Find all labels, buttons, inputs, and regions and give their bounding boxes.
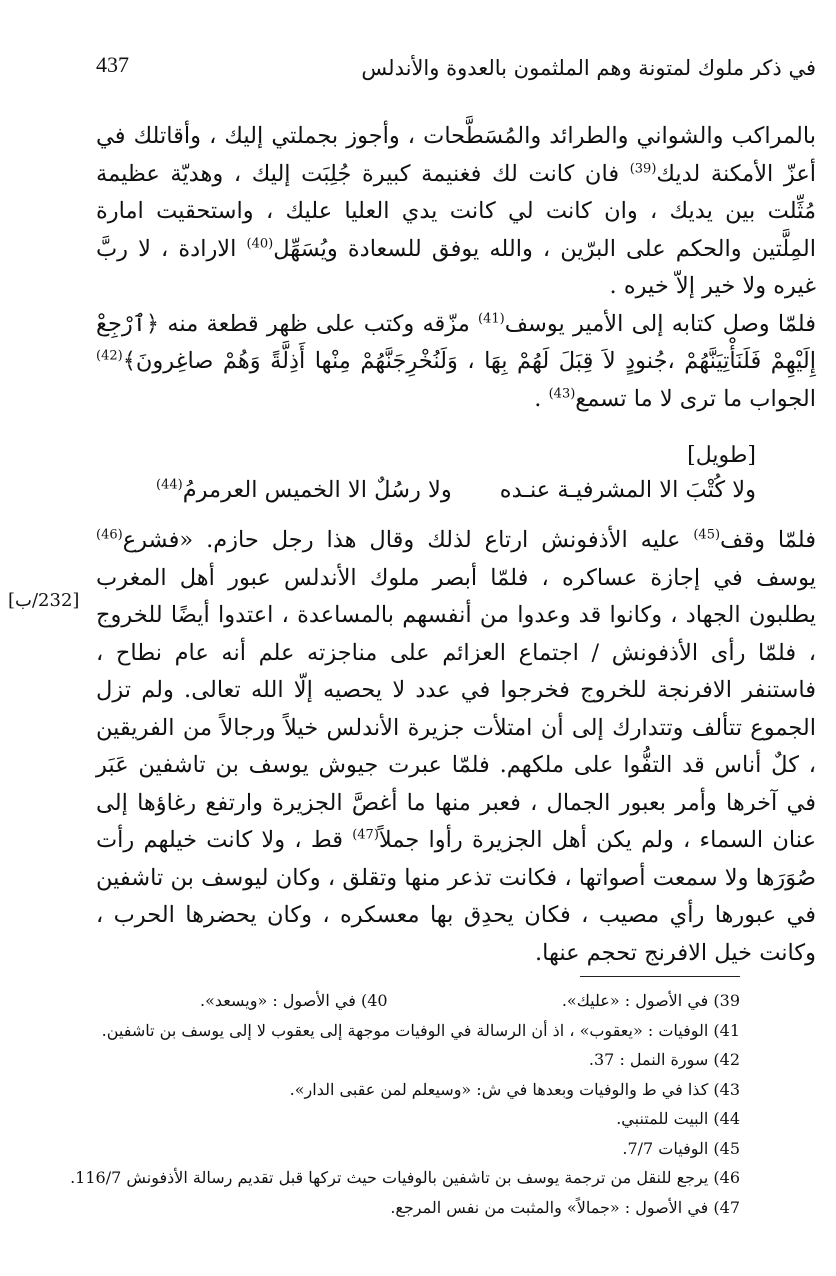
footnote-ref-41: (41) — [478, 311, 505, 326]
footnote-ref-43: (43) — [548, 386, 576, 401]
paragraph-3 — [96, 522, 816, 972]
footnote-ref-44: (44) — [156, 477, 183, 493]
footnote-45: 45) الوفيات 7/7. — [622, 1138, 740, 1158]
footnote-44: 44) البيت للمتنبي. — [616, 1109, 740, 1128]
paragraph-1-text-a: بالمراكب والشواني والطرائد والمُسَطَّحات ، وأجوز بجملتي إليك ، وأقاتلك في أعزّ الأمكنة لديك — [96, 123, 817, 187]
paragraph-3-text-a: فلمّا وقف — [720, 527, 816, 553]
footnote-ref-47: (47) — [352, 827, 379, 843]
paragraph-1-text-b: فان كانت لك فغنيمة كبيرة جُلِبَت إليك ، وهديّة عظيمة مُثِّلت بين يديك ، وان كانت لي كانت يدي العليا عليك ، واستحقيت امارة المِلَّتين والحكم على البرّين ، والله يوفق للسعادة ويُسَهِّل — [96, 160, 816, 262]
footnote-row-39-40 — [60, 986, 740, 1016]
footnote-ref-40: (40) — [246, 236, 274, 251]
page-number: 437 — [96, 52, 129, 77]
footnote-divider — [580, 976, 740, 977]
main-text — [96, 118, 816, 972]
footnote-47: 47) في الأصول : «جمالاً» والمثبت من نفس المرجع. — [390, 1197, 740, 1217]
paragraph-2-text-a: فلمّا وصل كتابه إلى الأمير يوسف — [504, 310, 816, 337]
paragraph-2-text-b: مزّقه وكتب على ظهر قطعة منه ﴿ٱرْجِعْ إِلَيْهِمْ فَلَنَأْتِيَنَّهُمْ ،جُنودٍ لاَ قِبَلَ لَهُمْ بِهَا ، وَلَنُخْرِجَنَّهُمْ مِنْها أَذِلَّةً وَهُمْ صاغِرونَ﴾ — [96, 310, 816, 374]
paragraph-1-text-c: الارادة ، لا ربَّ غيره ولا خير إلاّ خيره . — [96, 235, 816, 299]
running-title: في ذكر ملوك لمتونة وهم الملثمون بالعدوة والأندلس — [361, 56, 816, 80]
manuscript-folio-marker: [232/ب] — [8, 590, 80, 611]
paragraph-2 — [96, 306, 816, 419]
verse-hemistich-1: ولا كُتْبَ الا المشرفيـة عنـده — [499, 477, 756, 503]
verse-line — [156, 472, 756, 508]
footnotes — [60, 986, 740, 1222]
paragraph-2-text-c: الجواب ما ترى لا ما تسمع — [575, 385, 816, 412]
paragraph-3-text-b: عليه الأذفونش ارتاع لذلك وقال هذا رجل حازم. «فشرع — [122, 527, 694, 553]
footnote-ref-46: (46) — [96, 527, 123, 543]
footnote-46: 46) يرجع للنقل من ترجمة يوسف بن تاشفين بالوفيات حيث تركها قبل تقديم رسالة الأذفونش 116/7. — [70, 1168, 740, 1187]
footnote-41: 41) الوفيات : «يعقوب» ، اذ أن الرسالة في الوفيات موجهة إلى يعقوب لا إلى يوسف بن تاشفين. — [101, 1020, 740, 1040]
footnote-40: 40) في الأصول : «ويسعد». — [200, 991, 388, 1010]
footnote-ref-39: (39) — [629, 161, 657, 176]
footnote-43: 43) كذا في ط والوفيات وبعدها في ش: «وسيعلم لمن عقبى الدار». — [289, 1079, 740, 1099]
poetry-verse — [96, 440, 816, 508]
footnote-ref-45: (45) — [693, 527, 721, 543]
verse-meter: [طويل] — [687, 443, 756, 468]
paragraph-1 — [96, 118, 816, 306]
footnote-39: 39) في الأصول : «عليك». — [561, 991, 740, 1010]
paragraph-3-text-c: يوسف في إجازة عساكره ، فلمّا أبصر ملوك الأندلس عبور أهل المغرب يطلبون الجهاد ، وكانوا قد وعدوا من أنفسهم بالمساعدة ، اعتدوا أيضًا للخروج ، فلمّا رأى الأذفونش / اجتماع العزائم على مناجزته علم أنه عام نطاح ، فاستنفر الافرنجة للخروج فخرجوا في عدد لا يحصيه إلّا الله تعالى. ولم تزل الجموع تتألف وتتدارك إلى أن امتلأت جزيرة الأندلس خيلاً ورجالاً من الفريقين ، كلٌ أناس قد التفُّوا على ملكهم. فلمّا عبرت جيوش يوسف بن تاشفين عَبَر في آخرها وأمر بعبور الجمال ، فعبر منها ما أغصَّ الجزيرة وارتفع رغاؤها إلى عنان السماء ، ولم يكن أهل الجزيرة رأوا جملاً — [96, 564, 817, 853]
page-header — [96, 52, 816, 92]
verse-hemistich-2: ولا رسُلٌ الا الخميس العرمرمُ — [182, 477, 452, 503]
verse-hemistich-2-wrap — [156, 472, 452, 508]
footnote-ref-42: (42) — [96, 348, 123, 364]
paragraph-3-text-d: قط ، ولا كانت خيلهم رأت صُوَرَها ولا سمعت أصواتها ، فكانت تذعر منها وتقلق ، وكان ليوسف بن تاشفين في عبورها رأي مصيب ، فكان يحدِق بها معسكره ، وكان يحضرها الحرب ، وكانت خيل الافرنج تحجم عنها. — [96, 827, 816, 966]
footnote-42: 42) سورة النمل : 37. — [588, 1050, 740, 1069]
paragraph-2-text-d: . — [534, 385, 549, 412]
